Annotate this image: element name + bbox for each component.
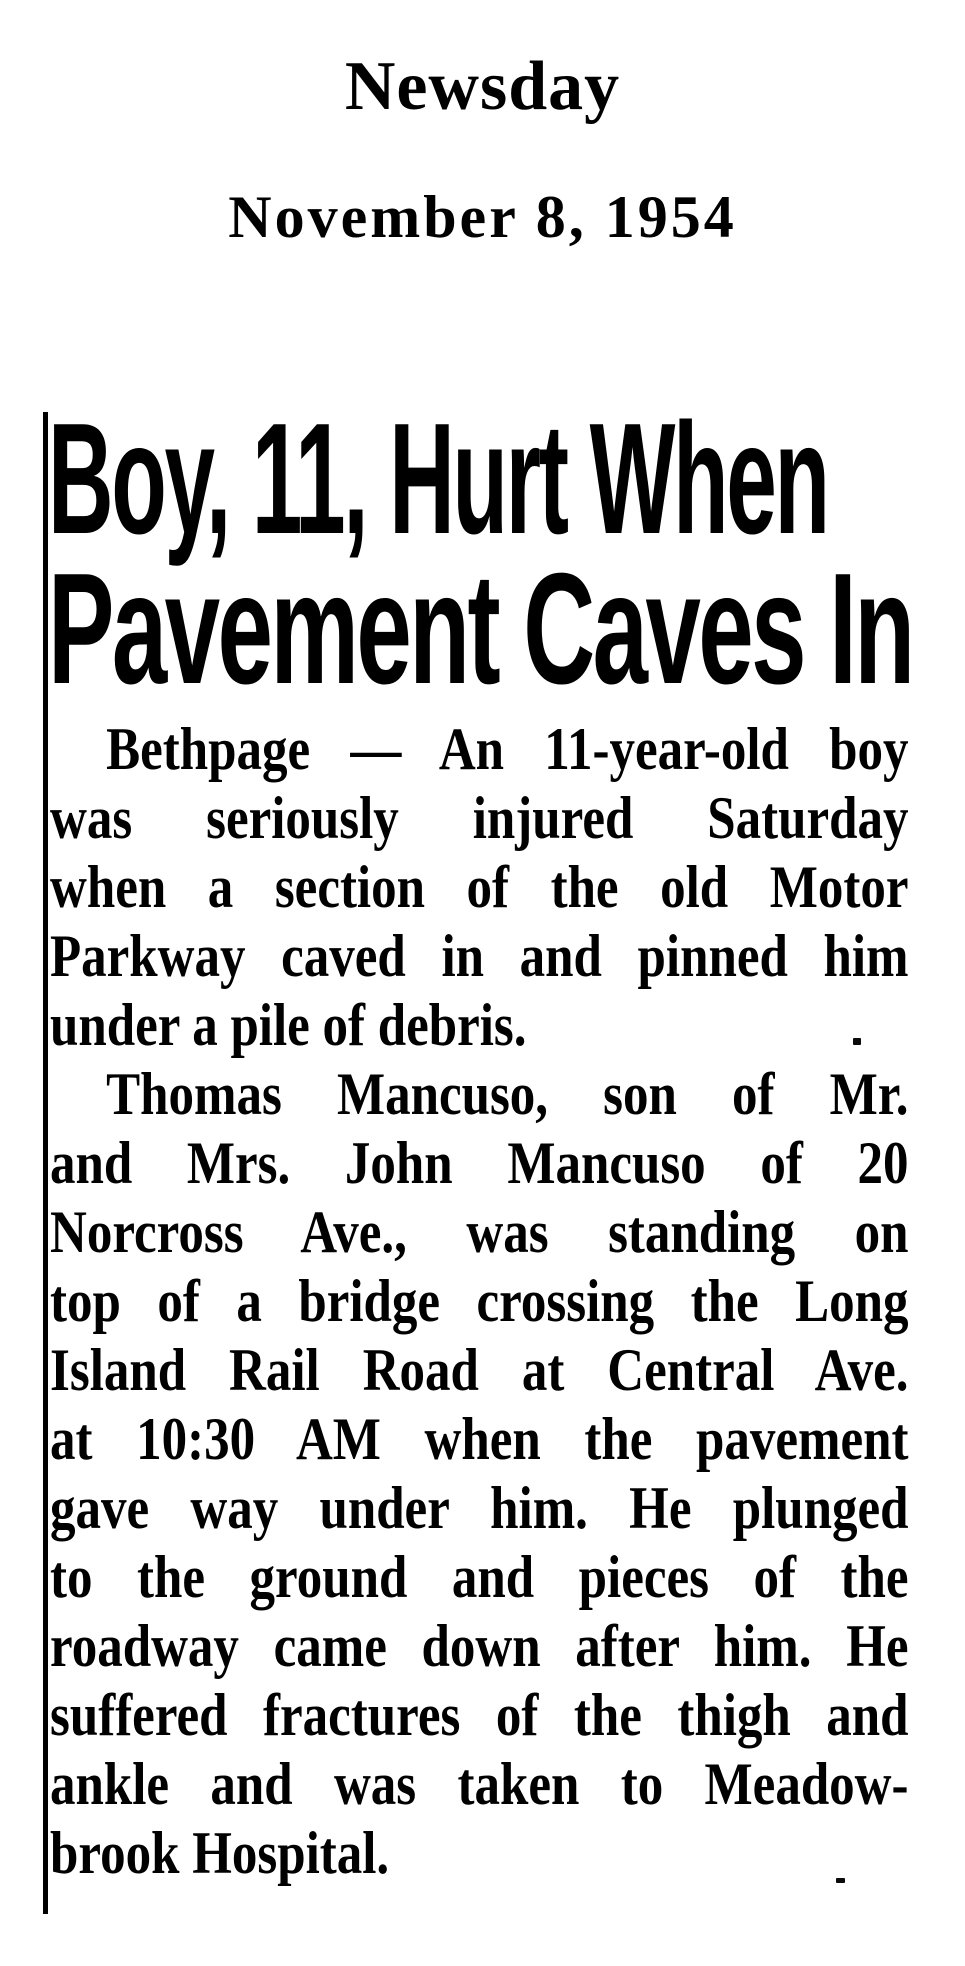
publication-name: Newsday (344, 48, 621, 125)
article-line: Island Rail Road at Central Ave. (50, 1337, 909, 1403)
article-body (50, 715, 909, 1888)
article-line: suffered fractures of the thigh and (50, 1682, 909, 1748)
article-line: to the ground and pieces of the (50, 1544, 909, 1610)
article-line: was seriously injured Saturday (50, 785, 909, 851)
article-line: Norcross Ave., was standing on (50, 1199, 909, 1265)
article-line: Thomas Mancuso, son of Mr. (106, 1061, 909, 1127)
article-line: roadway came down after him. He (50, 1613, 909, 1679)
publication-date: November 8, 1954 (228, 184, 737, 250)
article-line: Bethpage — An 11-year-old boy (106, 716, 909, 782)
headline-line-2: Pavement Caves In (48, 541, 913, 717)
article-line: when a section of the old Motor (50, 854, 909, 920)
headline-line-1: Boy, 11, Hurt When (48, 391, 828, 567)
article-line: at 10:30 AM when the pavement (50, 1406, 909, 1472)
article-line: top of a bridge crossing the Long (50, 1268, 909, 1334)
article-line: Parkway caved in and pinned him (50, 923, 909, 989)
article-line: and Mrs. John Mancuso of 20 (50, 1130, 909, 1196)
scan-artifact (853, 1038, 861, 1045)
article-line: ankle and was taken to Meadow- (50, 1751, 909, 1817)
headline (48, 391, 965, 717)
article-line: brook Hospital. (50, 1820, 390, 1886)
article-line: gave way under him. He plunged (50, 1475, 909, 1541)
scan-artifact (836, 1878, 845, 1883)
article-line: under a pile of debris. (50, 992, 527, 1058)
